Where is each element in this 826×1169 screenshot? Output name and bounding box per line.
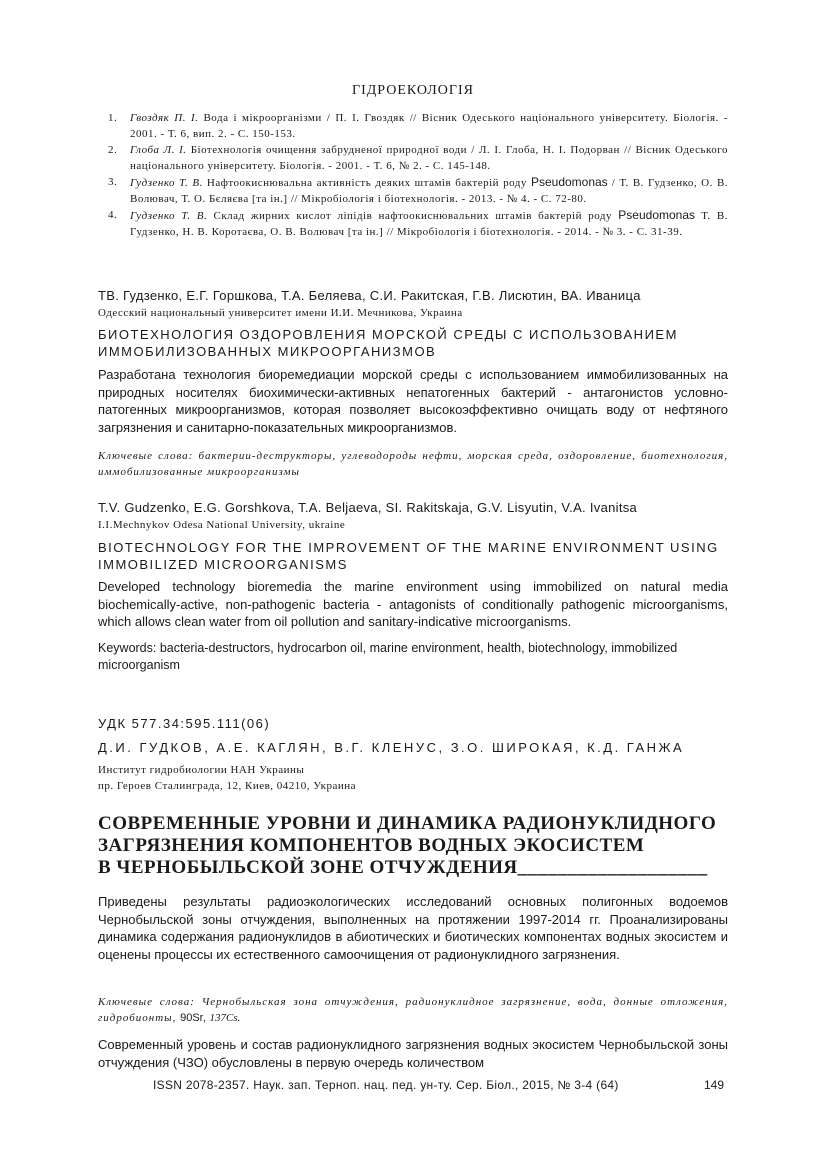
reference-item	[108, 142, 728, 174]
keywords-sr: 90Sr,	[180, 1012, 206, 1024]
journal-footer: ISSN 2078-2357. Наук. зап. Терноп. нац. пед. ун-ту. Сер. Біол., 2015, № 3-4 (64)	[153, 1078, 619, 1092]
article-title-line: ЗАГРЯЗНЕНИЯ КОМПОНЕНТОВ ВОДНЫХ ЭКОСИСТЕМ	[98, 835, 645, 856]
reference-author: Глоба Л. І.	[130, 144, 187, 156]
reference-number: 1.	[108, 112, 118, 124]
article-affiliation: Институт гидробиологии НАН Украины	[98, 764, 305, 776]
article-abstract: Приведены результаты радиоэкологических исследований основных полигонных водоемов Чернобыльской зоны отчуждения, выполненных на протяжении 1997-2014 гг. Проанализированы динамика содержания радионуклидов в абиотических и биотических компонентах водных экосистем и оценены процессы их естественного самоочищения от радионуклидного загрязнения.	[98, 894, 728, 962]
reference-number: 3.	[108, 176, 118, 188]
udk-code: УДК 577.34:595.111(06)	[98, 716, 271, 731]
reference-author: Гудзенко Т. В.	[130, 177, 203, 189]
en-abstract: Developed technology bioremedia the marine environment using immobilized on natural media biochemically-active, non-pathogenic bacteria - antagonists of conditionally pathogenic microorganisms, which allows clean water from oil pollution and sanitary-indicative microorganisms.	[98, 579, 728, 629]
ru-keywords: Ключевые слова: бактерии-деструкторы, углеводороды нефти, морская среда, оздоровление, биотехнология, иммобилизованные микроорганизмы	[98, 450, 728, 478]
en-authors: T.V. Gudzenko, E.G. Gorshkova, T.A. Beljaeva, SI. Rakitskaja, G.V. Lisyutin, V.A. Ivanitsa	[98, 500, 638, 515]
reference-text: Т. В. Гудзенко, Н. В. Коротаєва, О. В. Волювач [та ін.] // Мікробіологія і біотехнологія. - 2014. - № 3. - С. 31-39.	[130, 210, 728, 238]
ru-title: БИОТЕХНОЛОГИЯ ОЗДОРОВЛЕНИЯ МОРСКОЙ СРЕДЫ С ИСПОЛЬЗОВАНИЕМ ИММОБИЛИЗОВАННЫХ МИКРООРГАНИЗМОВ	[98, 327, 678, 359]
reference-text: Біотехнологія очищення забрудненої природної води / Л. І. Глоба, Н. І. Подорван // Вісник Одеського національного університету. Біологія. - 2001. - Т. 6, № 2. - С. 145-148.	[130, 144, 729, 172]
article-keywords	[98, 994, 728, 1026]
en-keywords: Keywords: bacteria-destructors, hydrocarbon oil, marine environment, health, biotechnology, immobilized microorganism	[98, 641, 678, 672]
reference-text: Вода і мікроорганізми / П. І. Гвоздяк // Вісник Одеського національного університету. Біологія. - 2001. - Т. 6, вип. 2. - С. 150-153.	[130, 112, 728, 140]
en-affiliation: I.I.Mechnykov Odesa National University, ukraine	[98, 519, 346, 531]
en-title: BIOTECHNOLOGY FOR THE IMPROVEMENT OF THE MARINE ENVIRONMENT USING IMMOBILIZED MICROORGANISMS	[98, 540, 719, 572]
reference-genus: Pseudomonas	[618, 208, 696, 222]
reference-author: Гудзенко Т. В.	[130, 210, 208, 222]
reference-item	[108, 207, 728, 240]
article-title-line: В ЧЕРНОБЫЛЬСКОЙ ЗОНЕ ОТЧУЖДЕНИЯ___________________	[98, 857, 708, 878]
reference-list	[108, 110, 728, 240]
reference-number: 4.	[108, 209, 118, 221]
reference-number: 2.	[108, 144, 118, 156]
keywords-text: Ключевые слова: Чернобыльская зона отчуждения, радионуклидное загрязнение, вода, донные отложения, гидробионты,	[98, 996, 728, 1024]
keywords-cs: 137Cs.	[209, 1012, 241, 1024]
article-title	[98, 813, 728, 879]
reference-genus: Pseudomonas	[530, 175, 608, 189]
article-title-line: СОВРЕМЕННЫЕ УРОВНИ И ДИНАМИКА РАДИОНУКЛИДНОГО	[98, 813, 717, 834]
reference-text: Склад жирних кислот ліпідів нафтоокиснювальних штамів бактерій роду	[213, 210, 613, 222]
ru-abstract: Разработана технология биоремедиации морской среды с использованием иммобилизованных на природных носителях биохимически-активных непатогенных бактерий - антагонистов условно-патогенных микроорганизмов, которая позволяет высокоэффективно очищать воду от нефтяного загрязнения и санитарно-показательных микроорганизмов.	[98, 367, 728, 435]
page-number: 149	[704, 1078, 725, 1092]
reference-item	[108, 110, 728, 142]
reference-text: Нафтоокиснювальна активність деяких штамів бактерій роду	[206, 177, 527, 189]
ru-affiliation: Одесский национальный университет имени И.И. Мечникова, Украина	[98, 307, 463, 319]
reference-item	[108, 174, 728, 207]
reference-author: Гвоздяк П. І.	[130, 112, 199, 124]
article-body: Современный уровень и состав радионуклидного загрязнения водных экосистем Чернобыльской зоны отчуждения (ЧЗО) обусловлены в первую очередь количеством	[98, 1037, 728, 1070]
article-authors: Д.И. ГУДКОВ, А.Е. КАГЛЯН, В.Г. КЛЕНУС, З.О. ШИРОКАЯ, К.Д. ГАНЖА	[98, 740, 685, 755]
ru-authors: ТВ. Гудзенко, Е.Г. Горшкова, Т.А. Беляева, С.И. Ракитская, Г.В. Лисютин, ВА. Иваница	[98, 288, 641, 303]
reference-text: / Т. В. Гудзенко, О. В. Волювач, Т. О. Бєляєва [та ін.] // Мікробіологія і біотехнологія. - 2013. - № 4. - С. 72-80.	[130, 177, 729, 205]
section-header: ГІДРОЕКОЛОГІЯ	[351, 83, 475, 98]
article-address: пр. Героев Сталинграда, 12, Киев, 04210, Украина	[98, 780, 357, 792]
